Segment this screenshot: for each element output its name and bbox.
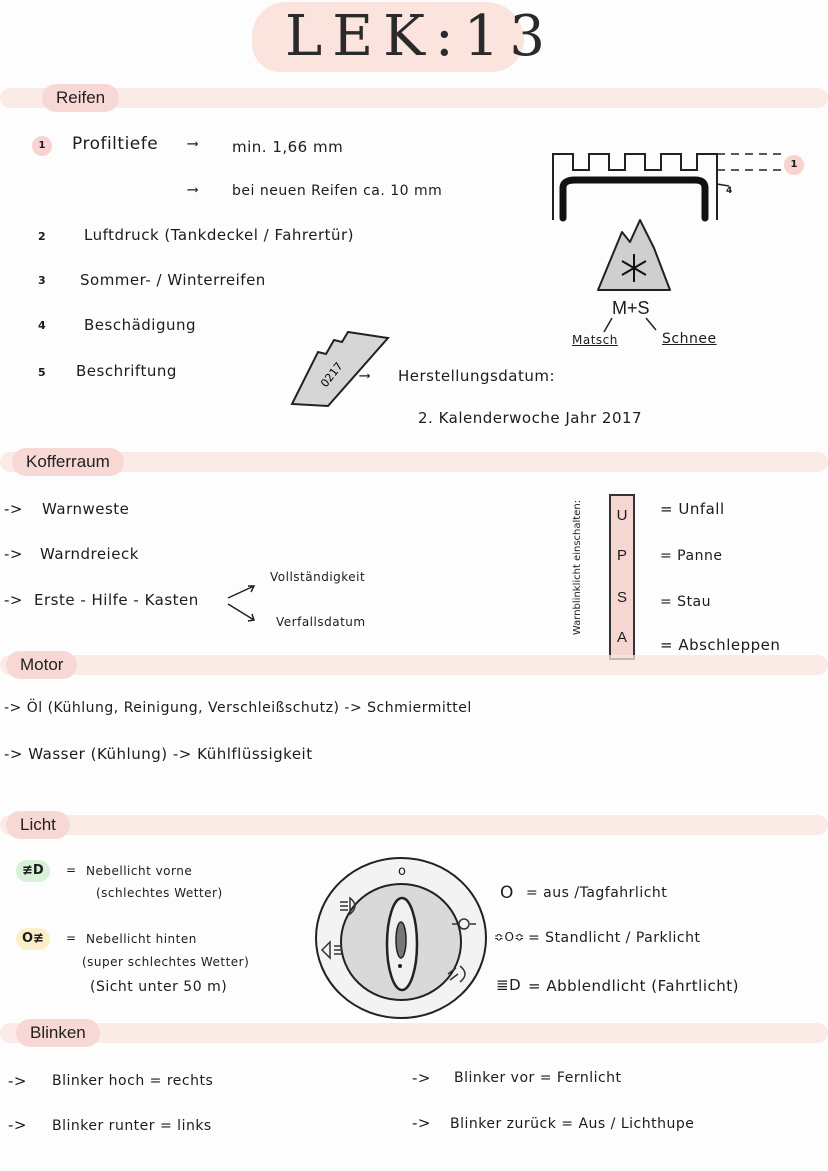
ms-label: M+S — [612, 298, 650, 318]
section-band-licht — [0, 815, 828, 835]
kalenderwoche-value: 2. Kalenderwoche Jahr 2017 — [418, 409, 643, 427]
item-number: 4 — [38, 319, 46, 332]
item-number: 3 — [38, 274, 46, 287]
item-number: 5 — [38, 366, 46, 379]
fog-rear-visibility: (Sicht unter 50 m) — [90, 979, 228, 995]
upsa-meaning-stau: = Stau — [660, 594, 712, 610]
herstellungsdatum-label: Herstellungsdatum: — [398, 367, 556, 385]
reifen-item-profiltiefe: Profiltiefe — [72, 134, 159, 154]
blinker-hoch: Blinker hoch = rechts — [52, 1073, 214, 1089]
arrow-icon: -> — [4, 545, 23, 563]
profil-new-value: bei neuen Reifen ca. 10 mm — [232, 183, 443, 199]
tire-code: 0217 — [318, 359, 346, 390]
upsa-meaning-abschleppen: = Abschleppen — [660, 636, 781, 654]
arrow-icon: -> — [4, 500, 23, 518]
snowflake-mountain-icon — [594, 214, 674, 294]
legend-text-standlicht: = Standlicht / Parklicht — [528, 930, 701, 946]
section-header-blinken: Blinken — [16, 1019, 100, 1047]
upsa-box — [609, 494, 635, 660]
erste-hilfe-vollstaendigkeit: Vollständigkeit — [270, 570, 366, 584]
legend-symbol-abblendlicht: ≣D — [496, 976, 522, 994]
fog-front-icon: ≢D — [16, 860, 50, 882]
legend-text-abblendlicht: = Abblendlicht (Fahrtlicht) — [528, 977, 739, 995]
section-header-motor: Motor — [6, 651, 77, 679]
arrow-icon: ⟶ — [188, 134, 198, 152]
upsa-letter: A — [616, 629, 627, 646]
fog-front-note: (schlechtes Wetter) — [96, 886, 223, 900]
kofferraum-item-warndreieck: Warndreieck — [40, 545, 139, 563]
diagram-label-1: 1 — [784, 155, 804, 175]
arrow-icon: ⟶ — [188, 180, 198, 198]
blinker-zurueck: Blinker zurück = Aus / Lichthupe — [450, 1116, 695, 1132]
section-band-kofferraum — [0, 452, 828, 472]
upsa-letter: S — [616, 589, 627, 606]
arrow-icon: -> — [8, 1072, 27, 1090]
blinker-runter: Blinker runter = links — [52, 1118, 212, 1134]
section-header-reifen: Reifen — [42, 84, 119, 112]
dial-zero-mark: o — [398, 864, 406, 879]
page-title: LEK:13 — [285, 4, 556, 69]
kofferraum-item-erste-hilfe: Erste - Hilfe - Kasten — [34, 591, 199, 609]
warnblinklicht-label: Warnblinklicht einschalten: — [572, 499, 584, 636]
profil-min-value: min. 1,66 mm — [232, 138, 344, 156]
upsa-meaning-unfall: = Unfall — [660, 500, 725, 518]
fog-rear-label: Nebellicht hinten — [86, 932, 197, 946]
section-header-kofferraum: Kofferraum — [12, 448, 124, 476]
fog-front-label: Nebellicht vorne — [86, 864, 193, 878]
arrow-icon: -> — [412, 1114, 431, 1132]
reifen-item-beschaedigung: Beschädigung — [84, 316, 197, 334]
arrow-icon: -> — [412, 1069, 431, 1087]
upsa-meaning-panne: = Panne — [660, 548, 723, 564]
diagram-label-4: 4 — [726, 186, 733, 196]
tire-sidewall-drawing — [284, 326, 394, 410]
fog-rear-icon: O≢ — [16, 928, 50, 950]
section-band-motor — [0, 655, 828, 675]
upsa-letter: U — [616, 507, 628, 524]
arrow-icon: -> — [4, 591, 23, 609]
light-switch-dial — [312, 854, 490, 1022]
reifen-item-luftdruck: Luftdruck (Tankdeckel / Fahrertür) — [84, 226, 355, 244]
motor-line-oel: -> Öl (Kühlung, Reinigung, Verschleißschutz) -> Schmiermittel — [4, 700, 472, 716]
section-header-licht: Licht — [6, 811, 70, 839]
ms-matsch: Matsch — [572, 333, 618, 347]
arrow-icon: ⟶ — [360, 366, 370, 384]
arrow-icon: -> — [8, 1116, 27, 1134]
bullet: = — [66, 863, 77, 877]
erste-hilfe-verfallsdatum: Verfallsdatum — [276, 615, 366, 629]
section-band-blinken — [0, 1023, 828, 1043]
ms-schnee: Schnee — [662, 331, 717, 347]
item-number: 1 — [32, 136, 52, 156]
legend-symbol-standlicht: ≎O≎ — [494, 930, 526, 944]
legend-text-off: = aus /Tagfahrlicht — [526, 885, 668, 901]
branch-arrows — [226, 584, 266, 624]
item-number: 2 — [38, 230, 46, 243]
tire-tread-diagram — [545, 148, 815, 230]
blinker-vor: Blinker vor = Fernlicht — [454, 1070, 622, 1086]
legend-symbol-off: O — [500, 883, 514, 903]
bullet: = — [66, 931, 77, 945]
upsa-letter: P — [616, 547, 627, 564]
kofferraum-item-warnweste: Warnweste — [42, 500, 130, 518]
fog-rear-note: (super schlechtes Wetter) — [82, 955, 250, 969]
reifen-item-beschriftung: Beschriftung — [76, 362, 177, 380]
reifen-item-sommer-winter: Sommer- / Winterreifen — [80, 271, 266, 289]
section-band-reifen — [0, 88, 828, 108]
motor-line-wasser: -> Wasser (Kühlung) -> Kühlflüssigkeit — [4, 745, 313, 763]
